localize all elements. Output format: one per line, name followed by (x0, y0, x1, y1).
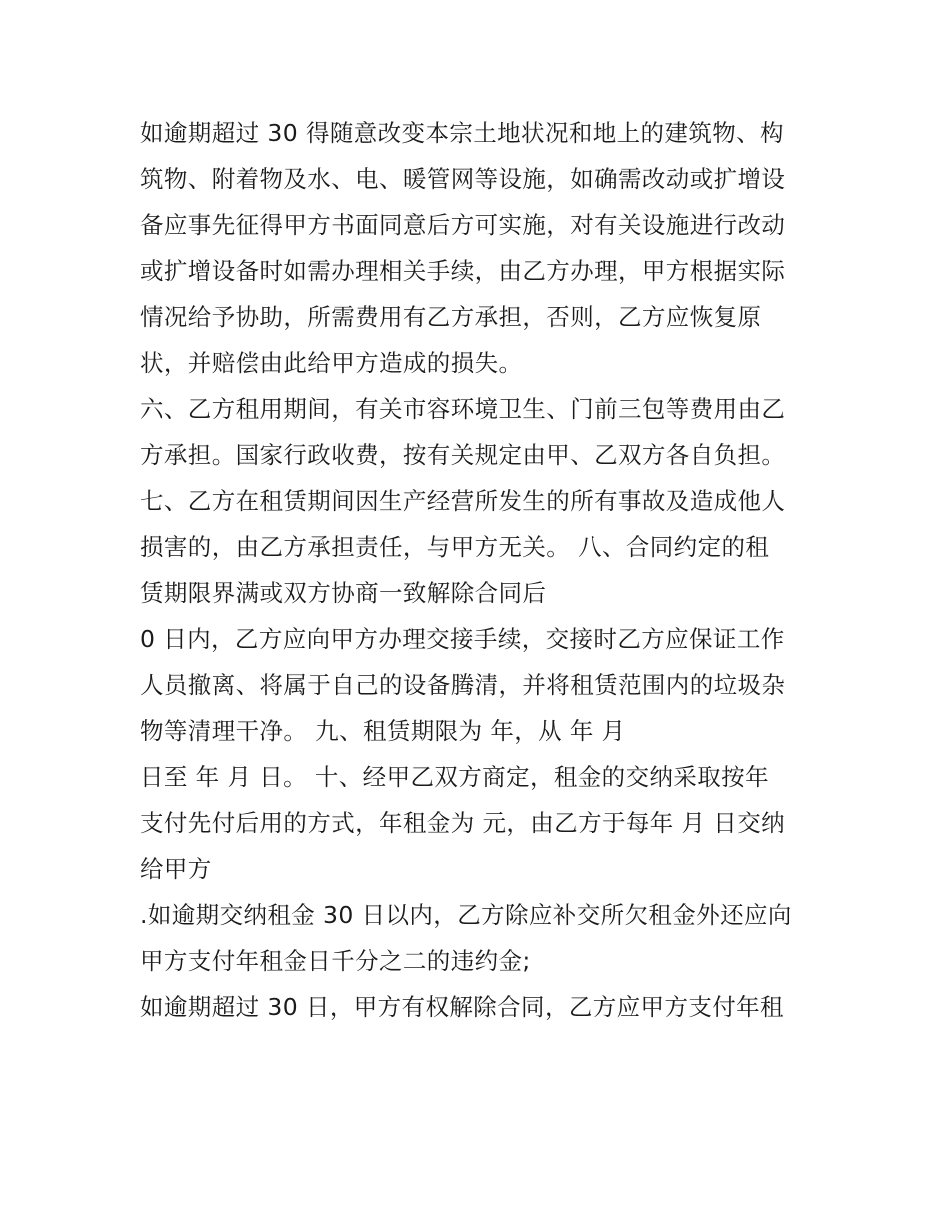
text-line: 状，并赔偿由此给甲方造成的损失。 (140, 349, 523, 377)
text-line: 赁期限界满或双方协商一致解除合同后 (140, 579, 547, 607)
text-line: 情况给予协助，所需费用有乙方承担，否则，乙方应恢复原 (140, 303, 762, 331)
text-line: .如逾期交纳租金 30 日以内，乙方除应补交所欠租金外还应向 (140, 901, 792, 929)
text-line: 七、乙方在租赁期间因生产经营所发生的所有事故及造成他人 (140, 487, 786, 515)
text-line: 或扩增设备时如需办理相关手续，由乙方办理，甲方根据实际 (140, 257, 786, 285)
text-line: 损害的，由乙方承担责任，与甲方无关。 八、合同约定的租 (140, 533, 770, 561)
text-line: 支付先付后用的方式，年租金为 元，由乙方于每年 月 日交纳 (140, 809, 786, 837)
text-line: 物等清理干净。 九、租赁期限为 年，从 年 月 (140, 717, 626, 745)
text-line: 筑物、附着物及水、电、暖管网等设施，如确需改动或扩增设 (140, 165, 786, 193)
text-line: 备应事先征得甲方书面同意后方可实施，对有关设施进行改动 (140, 211, 786, 239)
text-line: 六、乙方租用期间，有关市容环境卫生、门前三包等费用由乙 (140, 395, 786, 423)
text-line: 甲方支付年租金日千分之二的违约金; (140, 947, 531, 975)
text-line: 如逾期超过 30 日，甲方有权解除合同，乙方应甲方支付年租 (140, 993, 784, 1021)
text-line: 如逾期超过 30 得随意改变本宗土地状况和地上的建筑物、构 (140, 119, 784, 147)
text-line: 人员撤离、将属于自己的设备腾清，并将租赁范围内的垃圾杂 (140, 671, 786, 699)
contract-body-text (140, 110, 820, 1030)
text-line: 日至 年 月 日。 十、经甲乙双方商定，租金的交纳采取按年 (140, 763, 769, 791)
text-line: 方承担。国家行政收费，按有关规定由甲、乙双方各自负担。 (140, 441, 786, 469)
text-line: 给甲方 (140, 855, 212, 883)
text-line: 0 日内，乙方应向甲方办理交接手续，交接时乙方应保证工作 (140, 625, 785, 653)
